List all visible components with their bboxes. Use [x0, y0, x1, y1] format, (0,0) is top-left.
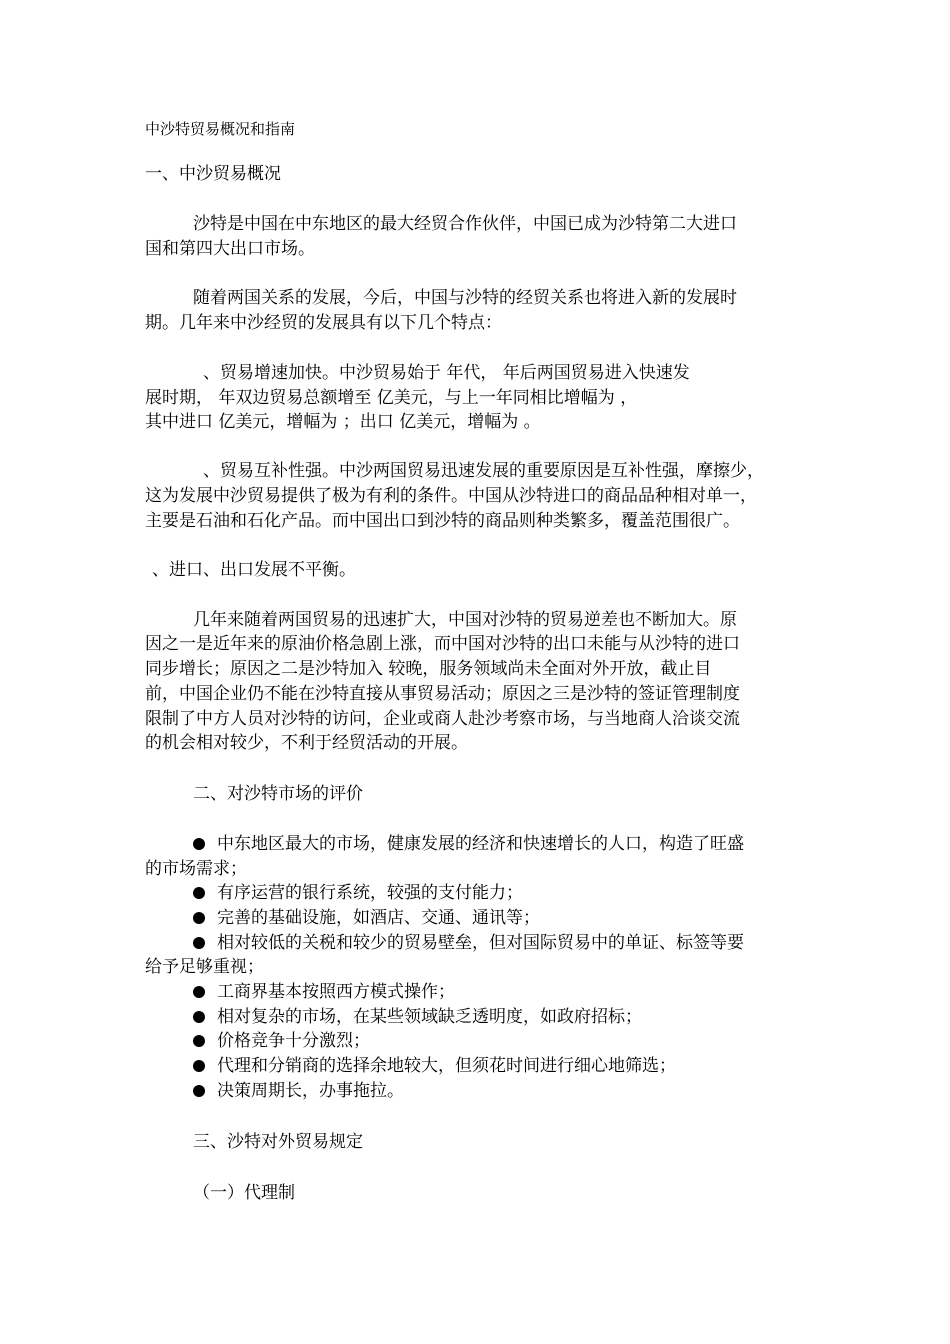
section-1-heading: 一、中沙贸易概况 [145, 164, 281, 184]
bullet-item-continuation: 给予足够重视； [145, 957, 264, 977]
bullet-icon [193, 1085, 205, 1097]
paragraph-line: 、贸易互补性强。中沙两国贸易迅速发展的重要原因是互补性强，摩擦少， [203, 461, 764, 481]
paragraph-line: 国和第四大出口市场。 [145, 239, 315, 259]
paragraph-line: 几年来随着两国贸易的迅速扩大，中国对沙特的贸易逆差也不断加大。原 [193, 610, 737, 630]
bullet-item: 相对较低的关税和较少的贸易壁垒，但对国际贸易中的单证、标签等要 [145, 931, 825, 955]
bullet-icon [193, 912, 205, 924]
bullet-icon [193, 838, 205, 850]
paragraph-line: 同步增长；原因之二是沙特加入 较晚，服务领域尚未全面对外开放，截止目 [145, 659, 712, 679]
bullet-item: 中东地区最大的市场，健康发展的经济和快速增长的人口，构造了旺盛 [145, 832, 825, 856]
bullet-item-continuation: 的市场需求； [145, 859, 247, 879]
bullet-item: 决策周期长，办事拖拉。 [145, 1079, 825, 1103]
bullet-icon [193, 887, 205, 899]
bullet-item: 工商界基本按照西方模式操作； [145, 980, 825, 1004]
section-3-heading: 三、沙特对外贸易规定 [193, 1132, 363, 1152]
bullet-item: 相对复杂的市场，在某些领域缺乏透明度，如政府招标； [145, 1005, 825, 1029]
paragraph-line: 主要是石油和石化产品。而中国出口到沙特的商品则种类繁多，覆盖范围很广。 [145, 511, 740, 531]
paragraph-line: 其中进口 亿美元，增幅为 ；出口 亿美元，增幅为 。 [145, 412, 541, 432]
document-title: 中沙特贸易概况和指南 [145, 120, 296, 138]
subsection-heading: （一）代理制 [193, 1183, 295, 1203]
section-2-heading: 二、对沙特市场的评价 [193, 784, 363, 804]
paragraph-line: 随着两国关系的发展，今后，中国与沙特的经贸关系也将进入新的发展时 [193, 288, 737, 308]
paragraph-line: 这为发展中沙贸易提供了极为有利的条件。中国从沙特进口的商品品种相对单一， [145, 486, 757, 506]
paragraph-line: 沙特是中国在中东地区的最大经贸合作伙伴，中国已成为沙特第二大进口 [193, 214, 737, 234]
paragraph-line: 展时期， 年双边贸易总额增至 亿美元，与上一年同相比增幅为 ， [145, 388, 638, 408]
bullet-icon [193, 1011, 205, 1023]
bullet-icon [193, 1035, 205, 1047]
bullet-item: 代理和分销商的选择余地较大，但须花时间进行细心地筛选； [145, 1054, 825, 1078]
paragraph-line: 的机会相对较少，不利于经贸活动的开展。 [145, 733, 468, 753]
paragraph-line: 限制了中方人员对沙特的访问，企业或商人赴沙考察市场，与当地商人洽谈交流 [145, 709, 740, 729]
paragraph-line: 前，中国企业仍不能在沙特直接从事贸易活动；原因之三是沙特的签证管理制度 [145, 684, 740, 704]
bullet-icon [193, 1060, 205, 1072]
paragraph-line: 、贸易增速加快。中沙贸易始于 年代， 年后两国贸易进入快速发 [203, 363, 690, 383]
bullet-icon [193, 937, 205, 949]
bullet-item: 有序运营的银行系统，较强的支付能力； [145, 881, 825, 905]
bullet-item: 完善的基础设施，如酒店、交通、通讯等； [145, 906, 825, 930]
paragraph-line: 因之一是近年来的原油价格急剧上涨，而中国对沙特的出口未能与从沙特的进口 [145, 634, 740, 654]
paragraph-line: 、进口、出口发展不平衡。 [152, 560, 356, 580]
bullet-item: 价格竞争十分激烈； [145, 1029, 825, 1053]
bullet-icon [193, 986, 205, 998]
paragraph-line: 期。几年来中沙经贸的发展具有以下几个特点： [145, 313, 502, 333]
